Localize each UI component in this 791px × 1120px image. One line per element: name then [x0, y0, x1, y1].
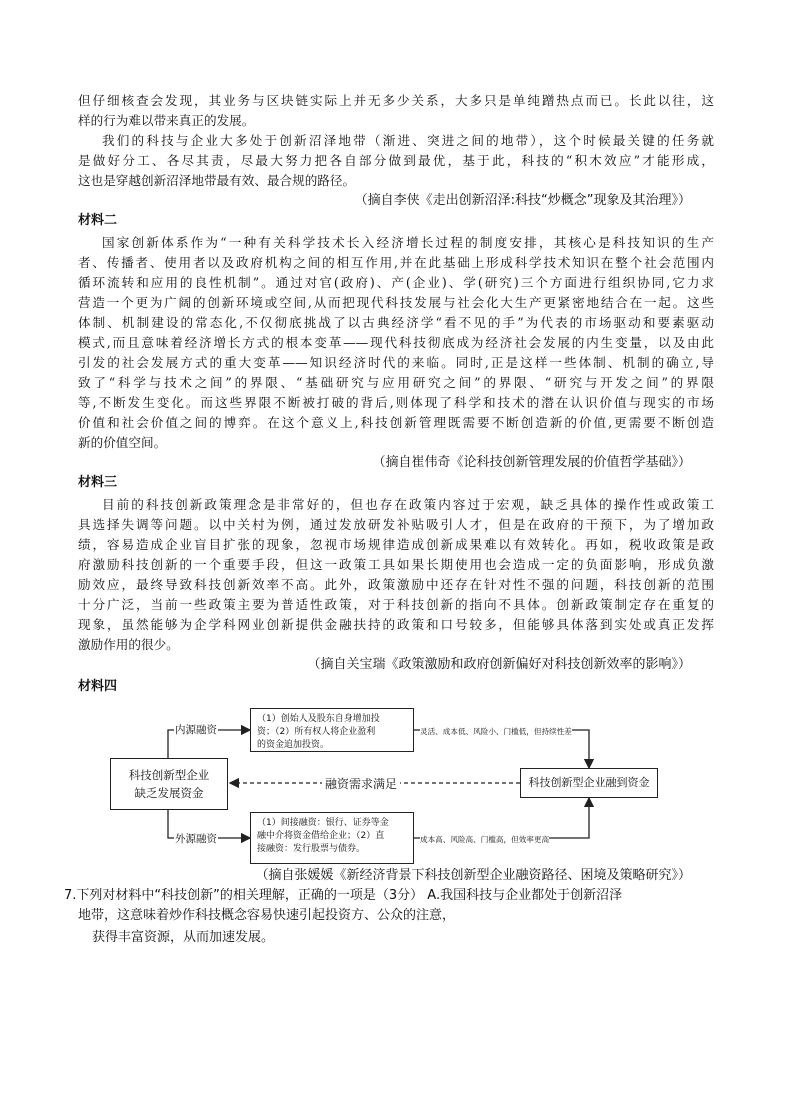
- label-external-financing: 外源融资: [175, 833, 217, 845]
- note-internal: 灵活、成本低、风险小、门槛低，但持续性差: [420, 727, 572, 736]
- text-line: 激励作用的很少。: [78, 637, 179, 652]
- question-line: 地带，这意味着炒作科技概念容易快速引起投资方、公众的注意，: [78, 908, 456, 923]
- question-line: 7.下列对材料中“科技创新”的相关理解，正确的一项是（3分） A.我国科技与企业都处于创新沼泽: [64, 888, 623, 903]
- note-external: 成本高、风险高、门槛高，但效率更高: [420, 835, 550, 844]
- box-text: （1）间接融资：银行、证券等金: [257, 818, 389, 828]
- text-line: 循环流转和应用的良性机制”。通过对官(政府)、产(企业)、学(研究)三个方面进行组织协同,它力求: [78, 275, 714, 290]
- text-line: 现象，虽然能够为企学科网业创新提供金融扶持的政策和口号较多，但能够具体落到实处或真正发挥: [78, 617, 714, 632]
- text-line: 致了“科学与技术之间”的界限、“基础研究与应用研究之间”的界限、“研究与开发之间”的界限: [78, 375, 714, 390]
- text-line: 等,不断发生变化。而这些界限不断被打破的背后,则体现了科学和技术的潜在认识价值与现实的市场: [78, 395, 714, 410]
- box-text: 的资金追加投资。: [257, 740, 330, 750]
- text-line: 价值和社会价值之间的博弈。在这个意义上,科技创新管理既需要不断创造新的价值,更需要不断创造: [78, 415, 714, 430]
- text-line: 国家创新体系作为“一种有关科学技术长入经济增长过程的制度安排，其核心是科技知识的生产: [102, 235, 714, 250]
- text-line: 新的价值空间。: [78, 435, 167, 450]
- text-line: 体制、机制建设的常态化,不仅彻底挑战了以古典经济学“看不见的手”为代表的市场驱动和要素驱动: [78, 315, 714, 330]
- box-external-financing: [250, 812, 414, 864]
- connector-bottom-right: [414, 798, 589, 838]
- section-heading: 材料四: [78, 679, 118, 694]
- box-text: （1）创始人及股东自身增加投: [257, 714, 380, 724]
- citation: （摘自崔伟奇《论科技创新管理发展的价值哲学基础》）: [372, 455, 691, 470]
- text-line: 是做好分工、各尽其责，尽最大努力把各自部分做到最优，基于此，科技的“积木效应”才能形成，: [78, 153, 714, 168]
- text-line: 者、传播者、使用者以及政府机构之间的相互作用,并在此基础上形成科学技术知识在整个社会范围内: [78, 255, 714, 270]
- text-line: 这也是穿越创新沼泽地带最有效、最合规的路径。: [78, 173, 356, 188]
- box-funds-obtained: 科技创新型企业融到资金: [520, 768, 658, 798]
- text-line: 我们的科技与企业大多处于创新沼泽地带（渐进、突进之间的地带），这个时候最关键的任务就: [102, 133, 714, 148]
- box-text: 缺乏发展资金: [134, 786, 204, 800]
- citation: （摘自关宝瑞《政策激励和政府创新偏好对科技创新效率的影响》）: [307, 657, 691, 672]
- section-heading: 材料二: [78, 213, 118, 228]
- text-line: 营造一个更为广阔的创新环境或空间,从而把现代科技发展与社会化大生产更紧密地结合在一起。这些: [78, 295, 714, 310]
- citation: （摘自李侠《走出创新沼泽:科技“炒概念”现象及其治理》）: [354, 193, 691, 208]
- text-line: 具选择失调等问题。以中关村为例，通过发放研发补贴吸引人才，但是在政府的干预下，为了增加政: [78, 517, 714, 532]
- financing-diagram: [100, 700, 700, 856]
- text-line: 目前的科技创新政策理念是非常好的，但也存在政策内容过于宏观，缺乏具体的操作性或政策工: [102, 497, 714, 512]
- box-lacking-funds: [110, 758, 228, 810]
- citation: （摘自张媛媛《新经济背景下科技创新型企业融资路径、困境及策略研究》）: [255, 868, 691, 883]
- text-line: 励效应，最终导致科技创新效率不高。此外，政策激励中还存在针对性不强的问题，科技创新的范围: [78, 577, 714, 592]
- box-text: 融中介将资金借给企业；（2）直: [257, 831, 385, 841]
- section-heading: 材料三: [78, 475, 118, 490]
- text-line: 绩，容易造成企业盲目扩张的现象，忽视市场规律造成创新成果难以有效转化。再如，税收政策是政: [78, 537, 714, 552]
- label-financing-met: 融资需求满足: [322, 775, 400, 792]
- box-text: 资；（2）所有权人将企业盈利: [257, 727, 376, 737]
- question-line: 获得丰富资源，从而加速发展。: [92, 930, 275, 945]
- text-line: 十分广泛，当前一些政策主要为普适性政策，对于科技创新的指向不具体。创新政策制定存在重复的: [78, 597, 714, 612]
- box-internal-financing: [250, 708, 414, 752]
- text-line: 但仔细核查会发现，其业务与区块链实际上并无多少关系，大多只是单纯蹭热点而已。长此以往，这: [78, 93, 714, 108]
- text-line: 引发的社会发展方式的重大变革——知识经济时代的来临。同时,正是这样一些体制、机制的确立,导: [78, 355, 714, 370]
- label-internal-financing: 内源融资: [175, 724, 217, 736]
- text-line: 模式,而且意味着经济增长方式的根本变革——现代科技彻底成为经济社会发展的内生变量，以及由此: [78, 335, 714, 350]
- box-text: 科技创新型企业: [128, 768, 210, 782]
- box-text: 接融资：发行股票与债券。: [257, 844, 366, 854]
- text-line: 府激励科技创新的一个重要手段，但这一政策工具如果长期使用也会造成一定的负面影响，形成负激: [78, 557, 714, 572]
- text-line: 样的行为难以带来真正的发展。: [78, 113, 255, 128]
